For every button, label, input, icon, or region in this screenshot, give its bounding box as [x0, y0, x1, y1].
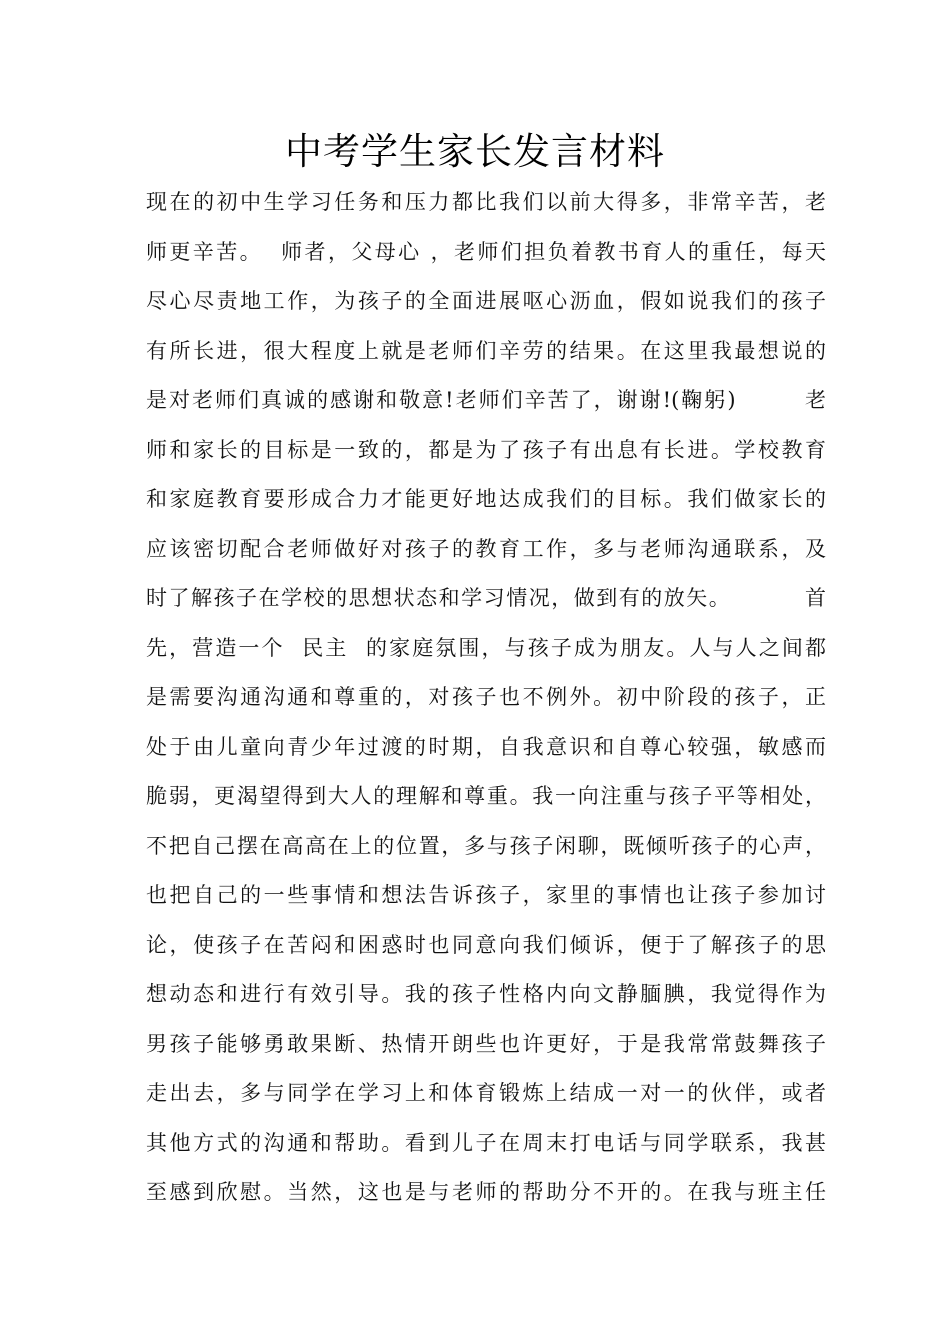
text-line: 男孩子能够勇敢果断、热情开朗些也许更好，于是我常常鼓舞孩子 [146, 1031, 826, 1056]
text-line: 现在的初中生学习任务和压力都比我们以前大得多，非常辛苦，老 [146, 190, 826, 214]
text-line: 师和家长的目标是一致的，都是为了孩子有出息有长进。学校教育 [146, 437, 826, 462]
text-line: 论，使孩子在苦闷和困惑时也同意向我们倾诉，便于了解孩子的思 [146, 932, 826, 957]
text-line: 是需要沟通沟通和尊重的，对孩子也不例外。初中阶段的孩子，正 [146, 685, 826, 709]
text-line: 想动态和进行有效引导。我的孩子性格内向文静腼腆，我觉得作为 [146, 982, 826, 1006]
text-line: 至感到欣慰。当然，这也是与老师的帮助分不开的。在我与班主任 [146, 1180, 826, 1204]
text-line: 也把自己的一些事情和想法告诉孩子，家里的事情也让孩子参加讨 [146, 883, 826, 907]
text-line: 处于由儿童向青少年过渡的时期，自我意识和自尊心较强，敏感而 [146, 734, 826, 759]
text-line: 和家庭教育要形成合力才能更好地达成我们的目标。我们做家长的 [146, 487, 826, 511]
document-title: 中考学生家长发言材料 [285, 130, 665, 173]
text-line: 先，营造一个 民主 的家庭氛围，与孩子成为朋友。人与人之间都 [146, 635, 826, 660]
document-body [146, 178, 826, 1218]
text-line: 其他方式的沟通和帮助。看到儿子在周末打电话与同学联系，我甚 [146, 1130, 826, 1155]
text-line: 不把自己摆在高高在上的位置，多与孩子闲聊，既倾听孩子的心声， [146, 833, 826, 858]
text-line: 尽心尽责地工作，为孩子的全面进展呕心沥血，假如说我们的孩子 [146, 289, 826, 313]
text-line: 师更辛苦。 师者，父母心 ，老师们担负着教书育人的重任，每天 [146, 239, 826, 264]
text-line: 脆弱，更渴望得到大人的理解和尊重。我一向注重与孩子平等相处， [146, 784, 826, 808]
text-line: 有所长进，很大程度上就是老师们辛劳的结果。在这里我最想说的 [146, 338, 826, 363]
text-line: 应该密切配合老师做好对孩子的教育工作，多与老师沟通联系，及 [146, 536, 826, 561]
text-line: 时了解孩子在学校的思想状态和学习情况，做到有的放矢。 首 [146, 586, 826, 610]
text-line: 走出去，多与同学在学习上和体育锻炼上结成一对一的伙伴，或者 [146, 1081, 826, 1105]
text-line: 是对老师们真诚的感谢和敬意!老师们辛苦了，谢谢!(鞠躬) 老 [146, 388, 826, 412]
